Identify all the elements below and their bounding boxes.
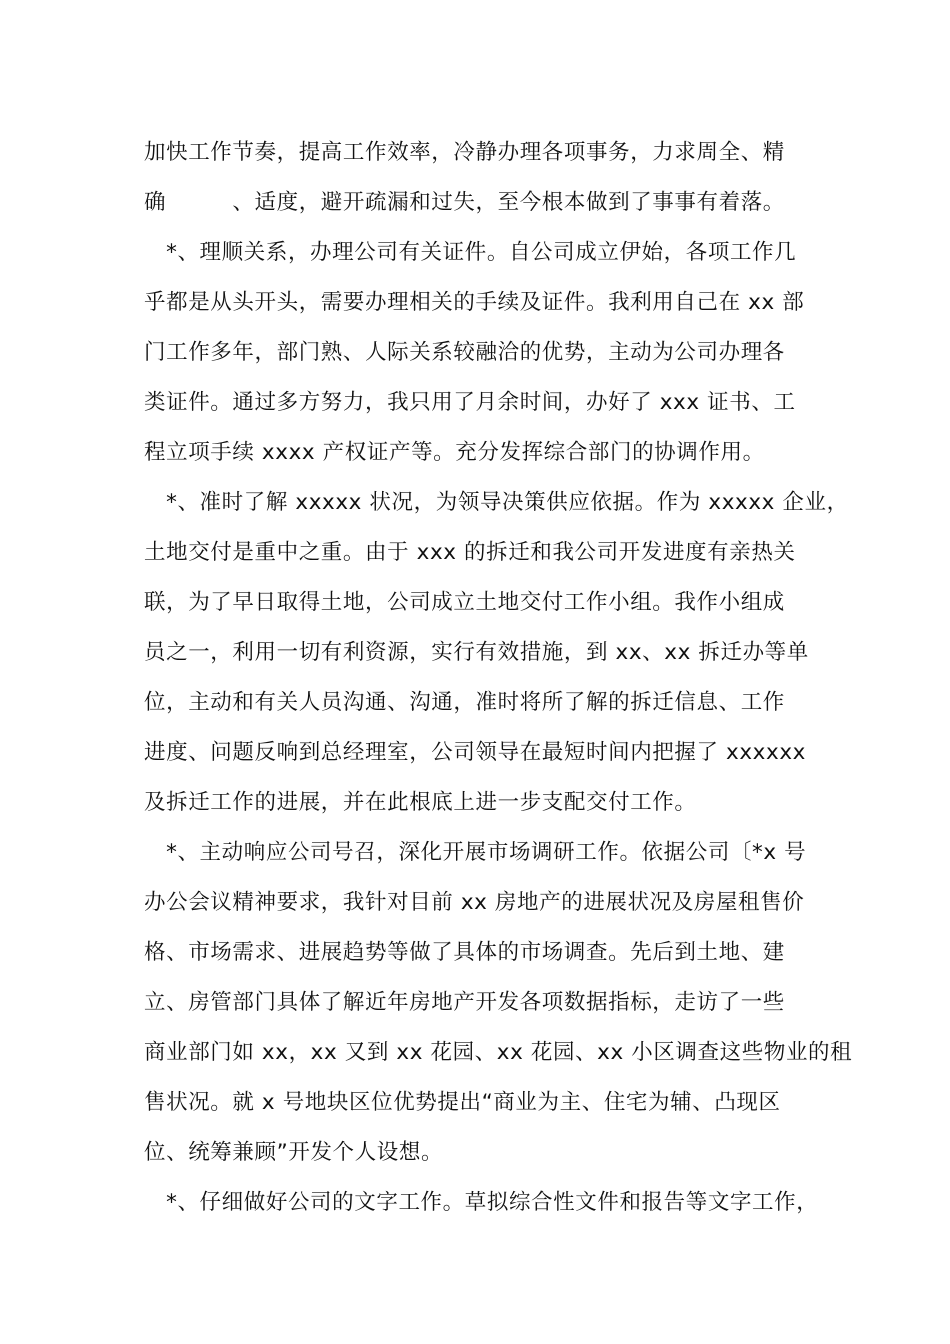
- text-line: 土地交付是重中之重。由于 xxx 的拆迁和我公司开发进度有亲热关: [144, 540, 796, 565]
- text-line: 办公会议精神要求，我针对目前 xx 房地产的进展状况及房屋租售价: [144, 890, 805, 915]
- text-line: 联，为了早日取得土地，公司成立土地交付工作小组。我作小组成: [144, 590, 785, 615]
- text-line: 进度、问题反响到总经理室，公司领导在最短时间内把握了 xxxxxx: [144, 740, 806, 765]
- text-line: *、主动响应公司号召，深化开展市场调研工作。依据公司〔*x 号: [144, 840, 807, 865]
- text-line: 门工作多年，部门熟、人际关系较融洽的优势，主动为公司办理各: [144, 340, 785, 365]
- text-line: *、理顺关系，办理公司有关证件。自公司成立伊始，各项工作几: [144, 240, 797, 265]
- text-line: *、准时了解 xxxxx 状况，为领导决策供应依据。作为 xxxxx 企业，: [144, 490, 849, 515]
- text-line: 位，主动和有关人员沟通、沟通，准时将所了解的拆迁信息、工作: [144, 690, 785, 715]
- text-line: 类证件。通过多方努力，我只用了月余时间，办好了 xxx 证书、工: [144, 390, 796, 415]
- text-line: 售状况。就 x 号地块区位优势提出“商业为主、住宅为辅、凸现区: [144, 1090, 781, 1115]
- text-line: 商业部门如 xx，xx 又到 xx 花园、xx 花园、xx 小区调查这些物业的租: [144, 1040, 853, 1065]
- text-line: 加快工作节奏，提高工作效率，冷静办理各项事务，力求周全、精: [144, 140, 785, 165]
- text-line: 乎都是从头开头，需要办理相关的手续及证件。我利用自己在 xx 部: [144, 290, 805, 315]
- text-line: 格、市场需求、进展趋势等做了具体的市场调查。先后到土地、建: [144, 940, 785, 965]
- text-line: *、仔细做好公司的文字工作。草拟综合性文件和报告等文字工作，: [144, 1190, 819, 1215]
- text-line: 及拆迁工作的进展，并在此根底上进一步支配交付工作。: [144, 790, 697, 815]
- text-line: 位、统筹兼顾”开发个人设想。: [144, 1140, 444, 1165]
- text-line: 确 、适度，避开疏漏和过失，至今根本做到了事事有着落。: [144, 190, 785, 215]
- text-line: 立、房管部门具体了解近年房地产开发各项数据指标，走访了一些: [144, 990, 785, 1015]
- text-line: 员之一，利用一切有利资源，实行有效措施，到 xx、xx 拆迁办等单: [144, 640, 809, 665]
- text-line: 程立项手续 xxxx 产权证产等。充分发挥综合部门的协调作用。: [144, 440, 765, 465]
